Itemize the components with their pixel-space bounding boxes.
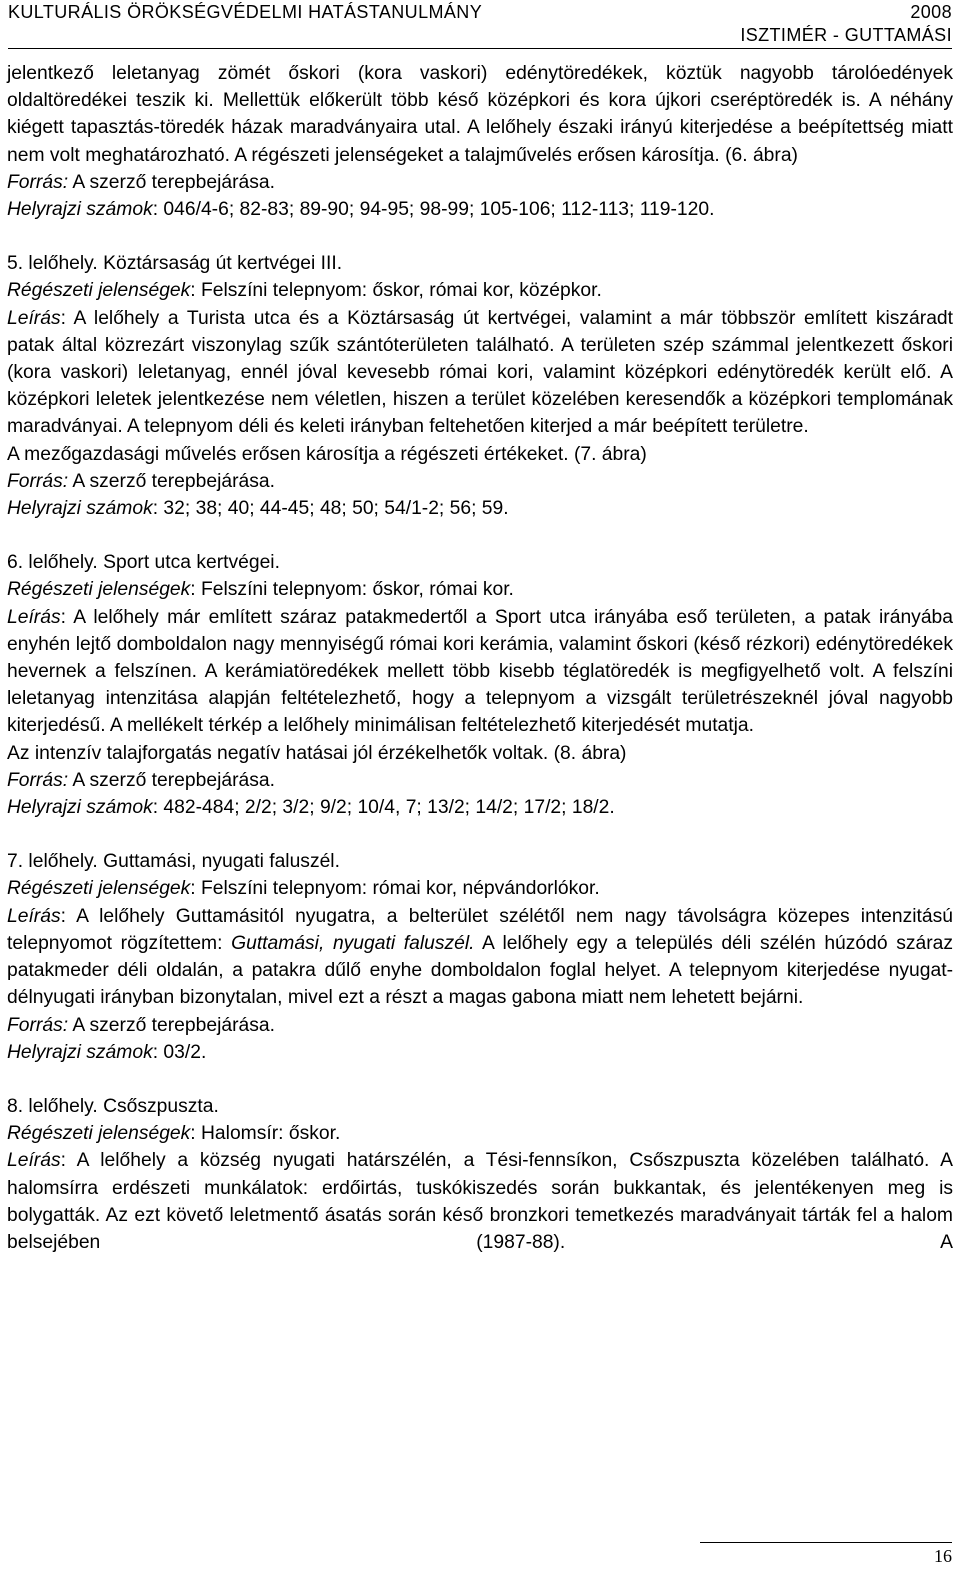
plots-text: : 046/4-6; 82-83; 89-90; 94-95; 98-99; 105-106; 112-113; 119-120. xyxy=(152,199,715,221)
site6-plots xyxy=(7,794,953,821)
site7-phenomena xyxy=(7,875,953,902)
header-year: 2008 xyxy=(910,2,952,22)
description-label: Leírás xyxy=(7,1150,61,1172)
plots-text: : 32; 38; 40; 44-45; 48; 50; 54/1-2; 56; 59. xyxy=(152,498,509,520)
site8-phenomena xyxy=(7,1120,953,1147)
site5-phenomena xyxy=(7,277,953,304)
description-text: : A lelőhely a község nyugati határszélén, a Tési-fennsíkon, Csőszpuszta közelében található. A halomsírra erdészeti munkálatok: erdőirtás, tuskókiszedés során bukkantak, és jelentékenyen meg is bolygatták. Az ezt követő leletmentő ásatás során késő bronzkori temetkezés maradványait tárták fel a halom belsejében (1987-88). A xyxy=(7,1150,953,1253)
source-label: Forrás: xyxy=(7,171,69,193)
description-text-b: A lelőhely egy a település déli szélén húzódó száraz patakmeder déli oldalán, a patakra dűlő enyhe domboldalon foglal helyet. A telepnyom kiterjedése nyugat-délnyugati irányban bizonytalan, mivel ezt a részt a magas gabona miatt nem lehetett bejárni. xyxy=(7,932,953,1009)
phenomena-label: Régészeti jelenségek xyxy=(7,280,191,302)
site6-title: 6. lelőhely. Sport utca kertvégei. xyxy=(7,552,280,574)
description-label: Leírás xyxy=(7,606,61,628)
site5-description xyxy=(7,305,953,441)
description-text: : A lelőhely már említett száraz patakmedertől a Sport utca irányába eső területen, a patak irányába enyhén lejtő domboldalon nagy mennyiségű római kori kerámia, valamint őskori (késő rézkori) edénytöredékek hevernek a felszínen. A kerámiatöredékek mellett több kisebb téglatöredék is megfigyelhető volt. A felszíni leletanyag intenzitása alapján feltételezhető, hogy a telepnyom a vizsgált területrészeknél jóval nagyobb kiterjedésű. A mellékelt térkép a lelőhely minimálisan feltételezhető kiterjedését mutatja. xyxy=(7,606,953,737)
plots-text: : 482-484; 2/2; 3/2; 9/2; 10/4, 7; 13/2; 14/2; 17/2; 18/2. xyxy=(152,797,615,819)
description-text: : A lelőhely a Turista utca és a Köztársaság út kertvégei, valamint a már többször említett kiszáradt patak által közrezárt viszonylag szűk szántóterületen található. A területen szép számmal jelentkezett őskori (kora vaskori) leletanyag, ennél jóval kevesebb római kori, valamint középkori edénytöredék került elő. A középkori leletek jelentkezése nem véletlen, hiszen a terület közelében keresendők a középkori templomának maradványai. A telepnyom déli és keleti irányban feltehetően kiterjed a már beépített területre. xyxy=(7,307,953,438)
header-subtitle: ISZTIMÉR - GUTTAMÁSI xyxy=(740,25,952,45)
site5-plots xyxy=(7,495,953,522)
site7-title: 7. lelőhely. Guttamási, nyugati faluszél. xyxy=(7,851,340,873)
phenomena-text: : Felszíni telepnyom: őskor, római kor. xyxy=(190,579,514,601)
intro-text: jelentkező leletanyag zömét őskori (kora vaskori) edénytöredékek, köztük nagyobb tárolóedények oldaltöredékei teszik ki. Mellettük előkerült több késő középkori és kora újkori cseréptöredék is. A néhány kiégett tapasztás-töredék házak maradványaira utal. A lelőhely északi irányú kiterjedése a beépítettség miatt nem volt meghatározható. A régészeti jelenségeket a talajművelés erősen károsítja. (6. ábra) xyxy=(7,63,953,166)
description-label: Leírás xyxy=(7,905,61,927)
site7-source xyxy=(7,1012,953,1039)
site5-title: 5. lelőhely. Köztársaság út kertvégei III. xyxy=(7,253,343,275)
page-number: 16 xyxy=(934,1546,952,1566)
phenomena-text: : Halomsír: őskor. xyxy=(190,1123,341,1145)
description-text-a: : A lelőhely Guttamásitól nyugatra, a belterület szélétől nem nagy távolságra közepes intenzitású telepnyomot rögzítettem: xyxy=(7,905,953,954)
intro-plots xyxy=(7,196,953,223)
page-header xyxy=(8,0,952,49)
site6-source xyxy=(7,767,953,794)
intro-source xyxy=(7,169,953,196)
plots-label: Helyrajzi számok xyxy=(7,498,153,520)
plots-label: Helyrajzi számok xyxy=(7,1041,153,1063)
site6-description xyxy=(7,604,953,740)
source-text: A szerző terepbejárása. xyxy=(68,1014,275,1036)
source-text: A szerző terepbejárása. xyxy=(68,470,275,492)
phenomena-text: : Felszíni telepnyom: római kor, népvándorlókor. xyxy=(190,878,600,900)
site8-description xyxy=(7,1147,953,1256)
site7-description xyxy=(7,903,953,1012)
site6-phenomena xyxy=(7,576,953,603)
source-text: A szerző terepbejárása. xyxy=(68,171,275,193)
source-label: Forrás: xyxy=(7,769,69,791)
phenomena-label: Régészeti jelenségek xyxy=(7,878,191,900)
site7-plots xyxy=(7,1039,953,1066)
header-row xyxy=(8,0,952,24)
site5-source xyxy=(7,468,953,495)
plots-text: : 03/2. xyxy=(152,1041,207,1063)
phenomena-label: Régészeti jelenségek xyxy=(7,1123,191,1145)
plots-label: Helyrajzi számok xyxy=(7,797,153,819)
document-body xyxy=(7,60,953,1256)
source-label: Forrás: xyxy=(7,1014,69,1036)
site6-damage: Az intenzív talajforgatás negatív hatásai jól érzékelhetők voltak. (8. ábra) xyxy=(7,742,627,764)
site8-title: 8. lelőhely. Csőszpuszta. xyxy=(7,1095,219,1117)
source-label: Forrás: xyxy=(7,470,69,492)
description-italic: Guttamási, nyugati faluszél. xyxy=(231,932,475,954)
footer-rule xyxy=(700,1542,952,1543)
intro-paragraph xyxy=(7,60,953,169)
phenomena-text: : Felszíni telepnyom: őskor, római kor, középkor. xyxy=(190,280,602,302)
phenomena-label: Régészeti jelenségek xyxy=(7,579,191,601)
plots-label: Helyrajzi számok xyxy=(7,199,153,221)
header-title: KULTURÁLIS ÖRÖKSÉGVÉDELMI HATÁSTANULMÁNY xyxy=(8,2,483,22)
description-label: Leírás xyxy=(7,307,61,329)
site5-damage: A mezőgazdasági művelés erősen károsítja a régészeti értékeket. (7. ábra) xyxy=(7,443,647,465)
source-text: A szerző terepbejárása. xyxy=(68,769,275,791)
